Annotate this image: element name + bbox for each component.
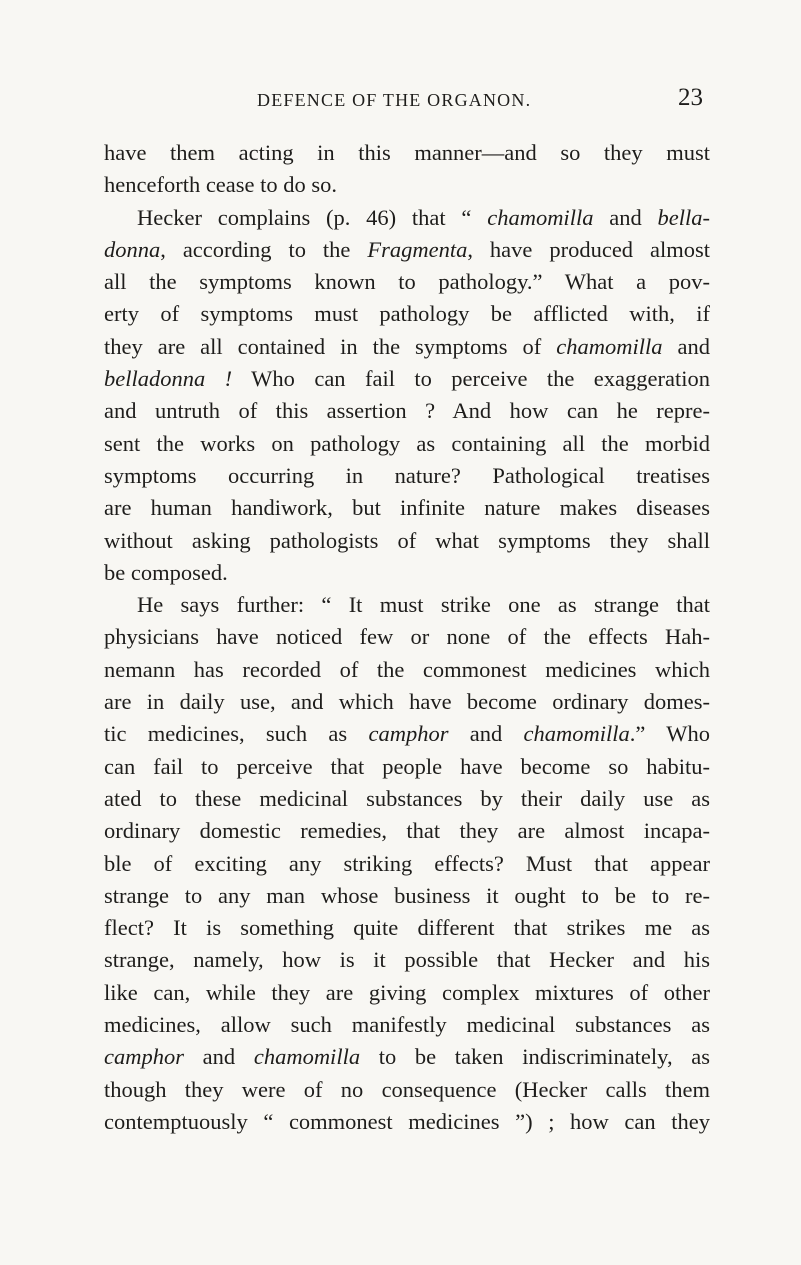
italic-text: bella- <box>657 204 710 230</box>
text-segment: all the symptoms known to pathology.” What a pov- <box>104 269 710 295</box>
text-line <box>104 815 710 847</box>
italic-text: Fragmenta <box>367 236 468 262</box>
text-segment: like can, while they are giving complex mixtures of other <box>104 979 710 1005</box>
text-line <box>104 848 710 880</box>
text-segment: ble of exciting any striking effects? Must that appear <box>104 850 710 876</box>
italic-text: camphor <box>368 721 449 747</box>
text-line <box>104 880 710 912</box>
text-line <box>104 331 710 363</box>
text-line <box>104 460 710 492</box>
text-line <box>104 202 710 234</box>
text-segment: Who can fail to perceive the exaggeration <box>232 366 711 392</box>
page-header <box>0 84 801 118</box>
italic-text: camphor <box>104 1044 184 1070</box>
running-title: DEFENCE OF THE ORGANON. <box>257 90 532 110</box>
text-line <box>104 1106 710 1138</box>
text-segment: have them acting in this manner—and so they must <box>104 140 710 165</box>
italic-text: chamomilla <box>253 1044 361 1070</box>
text-line <box>104 1041 710 1073</box>
italic-text: donna <box>104 236 161 262</box>
text-segment: , according to the <box>160 236 368 262</box>
text-segment: physicians have noticed few or none of the effects Hah- <box>104 624 710 650</box>
italic-text: chamomilla <box>487 204 594 230</box>
text-segment: strange, namely, how is it possible that Hecker and his <box>104 947 710 973</box>
text-segment: and <box>184 1044 254 1070</box>
text-line <box>104 395 710 427</box>
text-segment: symptoms occurring in nature? Pathological treatises <box>104 462 710 488</box>
text-segment: henceforth cease to do so. <box>104 172 338 198</box>
text-line <box>104 686 710 718</box>
text-segment: without asking pathologists of what symptoms they shall <box>104 527 710 553</box>
text-line <box>104 266 710 298</box>
text-line <box>104 1009 710 1041</box>
page-number: 23 <box>678 84 703 111</box>
text-line <box>104 363 710 395</box>
text-line <box>104 298 710 330</box>
text-segment: to be taken indiscriminately, as <box>360 1044 710 1070</box>
text-segment: they are all contained in the symptoms of <box>104 333 557 359</box>
text-segment: can fail to perceive that people have become so habitu- <box>104 753 710 779</box>
text-segment: sent the works on pathology as containing all the morbid <box>104 430 710 456</box>
text-segment: and <box>662 333 710 359</box>
text-line <box>104 492 710 524</box>
text-line <box>104 525 710 557</box>
text-segment: He says further: “ It must strike one as strange that <box>137 592 710 618</box>
body-text <box>104 137 710 1138</box>
text-segment: .” Who <box>629 721 710 747</box>
text-segment: erty of symptoms must pathology be afflicted with, if <box>104 301 710 327</box>
text-line <box>104 428 710 460</box>
text-segment: and untruth of this assertion ? And how can he repre- <box>104 398 710 424</box>
italic-text: chamomilla <box>556 333 663 359</box>
text-line <box>104 589 710 621</box>
italic-text: chamomilla <box>523 721 630 747</box>
text-line <box>104 234 710 266</box>
text-segment: ated to these medicinal substances by their daily use as <box>104 785 710 811</box>
text-segment: medicines, allow such manifestly medicinal substances as <box>104 1012 710 1038</box>
text-segment: tic medicines, such as <box>104 721 369 747</box>
text-line <box>104 944 710 976</box>
text-segment: contemptuously “ commonest medicines ”) ; how can they <box>104 1108 710 1134</box>
text-segment: flect? It is something quite different that strikes me as <box>104 915 710 941</box>
text-segment: are human handiwork, but infinite nature makes diseases <box>104 495 710 521</box>
text-line <box>104 1074 710 1106</box>
text-line <box>104 137 710 169</box>
text-segment: be composed. <box>104 559 228 585</box>
text-segment: Hecker complains (p. 46) that “ <box>137 204 488 230</box>
text-segment: ordinary domestic remedies, that they are almost incapa- <box>104 818 710 844</box>
text-line <box>104 977 710 1009</box>
text-line <box>104 557 710 589</box>
text-line <box>104 912 710 944</box>
text-segment: are in daily use, and which have become ordinary domes- <box>104 689 710 715</box>
text-segment: strange to any man whose business it ought to be to re- <box>104 882 710 908</box>
text-line <box>104 783 710 815</box>
italic-text: belladonna ! <box>104 366 233 392</box>
text-segment: nemann has recorded of the commonest medicines which <box>104 656 710 682</box>
text-segment: and <box>593 204 658 230</box>
text-line <box>104 169 710 201</box>
text-segment: and <box>448 721 524 747</box>
text-line <box>104 718 710 750</box>
text-line <box>104 621 710 653</box>
text-segment: though they were of no consequence (Hecker calls them <box>104 1076 710 1102</box>
text-segment: , have produced almost <box>467 236 711 262</box>
text-line <box>104 751 710 783</box>
text-line <box>104 654 710 686</box>
